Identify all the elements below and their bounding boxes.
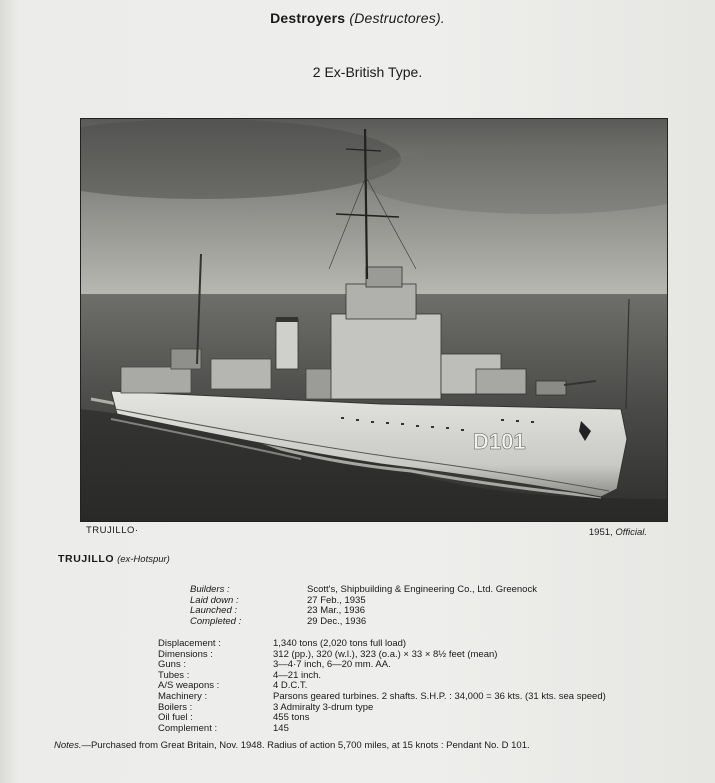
spec-label: Laid down : xyxy=(190,594,239,606)
spec-value: 3—4·7 inch, 6—20 mm. AA. xyxy=(273,659,391,671)
spec-value: 145 xyxy=(273,722,289,734)
page-title-italic: (Destructores). xyxy=(349,10,445,26)
spec-value: 29 Dec., 1936 xyxy=(307,615,367,627)
hull-marking: D101 xyxy=(473,429,526,454)
spec-value: Parsons geared turbines. 2 shafts. S.H.P. : 34,000 = 36 kts. (31 kts. sea speed) xyxy=(273,690,606,702)
photo-caption-left: TRUJILLO· xyxy=(86,525,139,536)
spec-label: Machinery : xyxy=(158,690,208,702)
spec-value: Scott's, Shipbuilding & Engineering Co., Ltd. Greenock xyxy=(307,584,537,595)
page-title-text: Destroyers xyxy=(270,10,346,26)
page-title xyxy=(0,10,715,26)
spec-value: 455 tons xyxy=(273,712,310,724)
notes-text: —Purchased from Great Britain, Nov. 1948. Radius of action 5,700 miles, at 15 knots : Pendant No. D 101. xyxy=(81,740,530,751)
spec-value: 312 (pp.), 320 (w.l.), 323 (o.a.) × 33 × 8½ feet (mean) xyxy=(273,648,498,660)
construction-labels xyxy=(190,585,241,627)
ship-former-name: (ex-Hotspur) xyxy=(117,554,170,565)
spec-label: Launched : xyxy=(190,605,238,617)
spec-label: Boilers : xyxy=(158,701,193,713)
spec-value: 4—21 inch. xyxy=(273,669,322,681)
spec-value: 3 Admiralty 3-drum type xyxy=(273,701,374,713)
spec-label: Dimensions : xyxy=(158,648,213,660)
spec-value: 4 D.C.T. xyxy=(273,680,308,692)
photo-caption-credit: Official. xyxy=(615,527,647,538)
page-subtitle: 2 Ex-British Type. xyxy=(312,64,423,80)
spec-value: 23 Mar., 1936 xyxy=(307,605,366,617)
notes-prefix: Notes. xyxy=(54,740,82,751)
ship-photo xyxy=(80,118,668,522)
ship-name: TRUJILLO xyxy=(58,553,115,565)
spec-label: Displacement : xyxy=(158,638,221,649)
ship-photo-image xyxy=(81,119,667,521)
spec-value: 1,340 tons (2,020 tons full load) xyxy=(273,638,407,649)
construction-values xyxy=(307,585,537,627)
spec-label: A/S weapons : xyxy=(158,680,220,692)
photo-caption-right xyxy=(589,527,647,538)
spec-value: 27 Feb., 1935 xyxy=(307,594,366,606)
particulars-values xyxy=(273,639,606,734)
spec-label: Complement : xyxy=(158,722,218,734)
spec-label: Completed : xyxy=(190,615,242,627)
spec-label: Guns : xyxy=(158,659,186,671)
spec-label: Oil fuel : xyxy=(158,712,193,724)
spec-label: Builders : xyxy=(190,584,230,595)
particulars-labels xyxy=(158,639,221,734)
notes xyxy=(54,740,530,751)
photo-caption-year: 1951, xyxy=(588,527,613,538)
spec-label: Tubes : xyxy=(158,669,190,681)
ship-heading xyxy=(58,553,170,565)
